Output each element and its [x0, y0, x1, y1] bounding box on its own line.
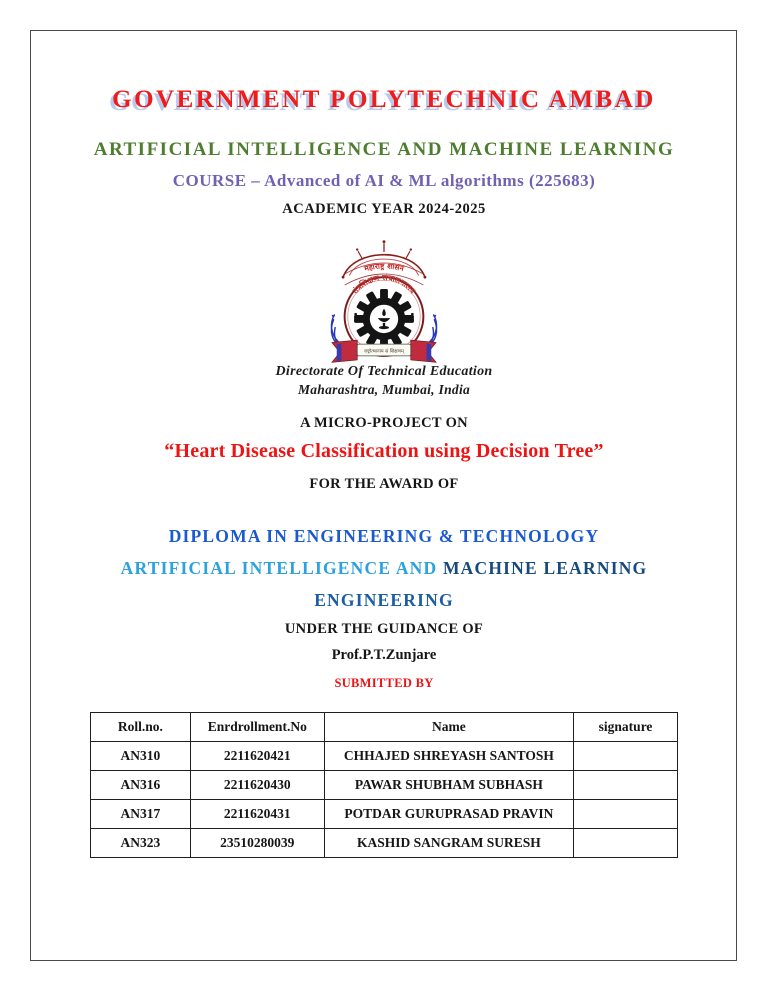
dte-logo-emblem	[321, 236, 447, 364]
academic-year: ACADEMIC YEAR 2024-2025	[282, 201, 486, 217]
course-title: COURSE – Advanced of AI & ML algorithms (225683)	[172, 171, 596, 190]
cell-name: KASHID SANGRAM SURESH	[324, 829, 573, 858]
table-row	[91, 771, 678, 800]
cell-signature	[574, 800, 678, 829]
logo-ribbon-motto: राष्ट्रोत्थानाय सं शिक्षणम्	[364, 349, 404, 355]
cell-roll: AN316	[91, 771, 191, 800]
column-header: Enrdrollment.No	[190, 713, 324, 742]
branch-dark-part: MACHINE LEARNING	[442, 558, 648, 578]
project-title: “Heart Disease Classification using Decision Tree”	[164, 440, 604, 462]
table-body	[91, 742, 678, 858]
institute-title: GOVERNMENT POLYTECHNIC AMBAD	[112, 86, 656, 113]
micro-project-label: A MICRO-PROJECT ON	[300, 415, 468, 431]
logo-banner-text: महाराष्ट्र शासन	[363, 261, 405, 274]
diploma-line: DIPLOMA IN ENGINEERING & TECHNOLOGY	[168, 526, 600, 546]
department-title: ARTIFICIAL INTELLIGENCE AND MACHINE LEARNING	[93, 139, 675, 160]
cell-name: POTDAR GURUPRASAD PRAVIN	[324, 800, 573, 829]
logo-caption-line2: Maharashtra, Mumbai, India	[297, 382, 471, 397]
engineering-line: ENGINEERING	[314, 590, 454, 610]
cell-signature	[574, 829, 678, 858]
cell-name: CHHAJED SHREYASH SANTOSH	[324, 742, 573, 771]
cell-enrollment: 23510280039	[190, 829, 324, 858]
cell-roll: AN310	[91, 742, 191, 771]
guidance-label: UNDER THE GUIDANCE OF	[284, 621, 484, 637]
column-header: signature	[574, 713, 678, 742]
submitted-by-label: SUBMITTED BY	[334, 676, 434, 690]
award-label: FOR THE AWARD OF	[309, 476, 459, 492]
logo-caption-line1: Directorate Of Technical Education	[275, 364, 493, 379]
branch-line	[0, 558, 768, 579]
svg-text:महाराष्ट्र शासन	[362, 261, 405, 273]
students-table	[90, 712, 678, 858]
column-header: Roll.no.	[91, 713, 191, 742]
cell-enrollment: 2211620431	[190, 800, 324, 829]
logo-circle-text: तंत्रशिक्षण संचालनालय	[350, 273, 418, 296]
table-header-row	[91, 713, 678, 742]
cell-roll: AN317	[91, 800, 191, 829]
dte-logo	[0, 236, 768, 369]
column-header: Name	[324, 713, 573, 742]
table-row	[91, 829, 678, 858]
cell-signature	[574, 742, 678, 771]
guide-name: Prof.P.T.Zunjare	[331, 647, 437, 663]
table-row	[91, 742, 678, 771]
logo-top-filigree	[342, 240, 427, 278]
cell-name: PAWAR SHUBHAM SUBHASH	[324, 771, 573, 800]
cell-roll: AN323	[91, 829, 191, 858]
cell-signature	[574, 771, 678, 800]
table-row	[91, 800, 678, 829]
branch-light-part: ARTIFICIAL INTELLIGENCE AND	[120, 558, 443, 578]
cell-enrollment: 2211620421	[190, 742, 324, 771]
cell-enrollment: 2211620430	[190, 771, 324, 800]
